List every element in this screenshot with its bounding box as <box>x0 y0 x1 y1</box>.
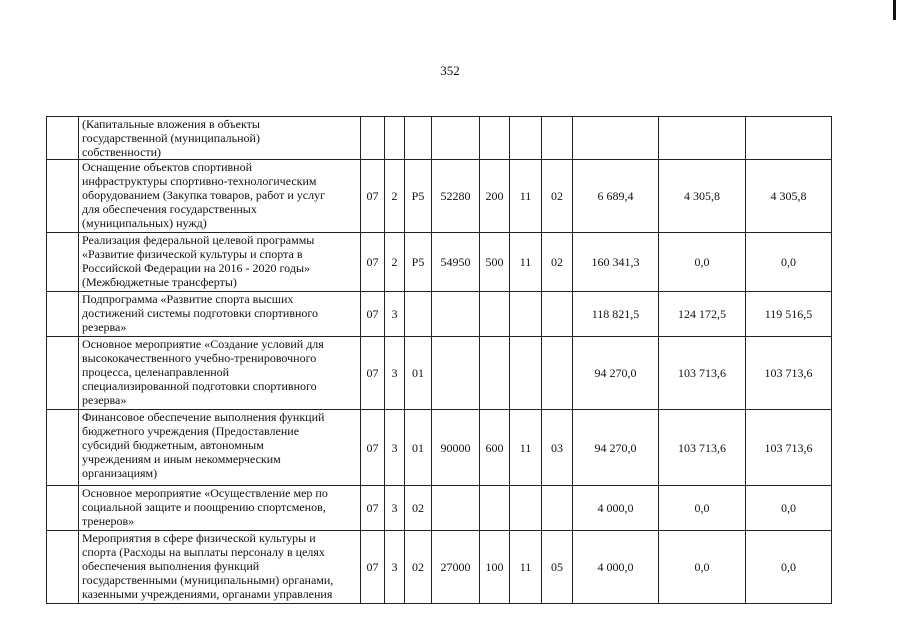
sum-year-2-cell <box>659 117 746 160</box>
row-name-line: Основное мероприятие «Создание условий для <box>82 337 324 351</box>
csr-program-cell: 01 <box>405 337 432 410</box>
grbs-sub-cell: 05 <box>542 531 573 604</box>
csr-program-cell <box>405 292 432 337</box>
row-name-line: обеспечения выполнения функций <box>82 559 260 573</box>
row-number-cell <box>47 117 79 160</box>
vr-cell: 600 <box>480 410 510 486</box>
row-number-cell <box>47 233 79 292</box>
row-name-line: учреждениям и иным некоммерческим <box>82 452 281 466</box>
rz-cell: 07 <box>361 292 385 337</box>
grbs-cell: 11 <box>510 410 542 486</box>
rz-cell: 07 <box>361 531 385 604</box>
grbs-cell <box>510 486 542 531</box>
row-name-line: бюджетного учреждения (Предоставление <box>82 424 300 438</box>
sum-year-1-cell: 94 270,0 <box>573 337 659 410</box>
rz-cell <box>361 117 385 160</box>
budget-table-body <box>47 117 832 604</box>
grbs-sub-cell: 03 <box>542 410 573 486</box>
grbs-sub-cell: 02 <box>542 160 573 233</box>
row-name-line: резерва» <box>82 393 127 407</box>
sum-year-2-cell: 4 305,8 <box>659 160 746 233</box>
row-name-cell <box>79 160 361 233</box>
csr-program-cell: 02 <box>405 531 432 604</box>
row-name-line: процесса, целенаправленной <box>82 365 230 379</box>
grbs-cell: 11 <box>510 160 542 233</box>
sum-year-1-cell: 94 270,0 <box>573 410 659 486</box>
csr-direction-cell <box>432 337 480 410</box>
csr-program-cell: P5 <box>405 233 432 292</box>
row-name-line: Финансовое обеспечение выполнения функций <box>82 410 325 424</box>
row-name-cell <box>79 233 361 292</box>
table-row <box>47 160 832 233</box>
row-name-cell <box>79 292 361 337</box>
sum-year-2-cell: 124 172,5 <box>659 292 746 337</box>
sum-year-1-cell <box>573 117 659 160</box>
row-name-cell <box>79 531 361 604</box>
sum-year-2-cell: 0,0 <box>659 233 746 292</box>
vr-cell <box>480 337 510 410</box>
page-number: 352 <box>440 63 460 78</box>
table-row <box>47 292 832 337</box>
pr-cell: 3 <box>385 337 405 410</box>
page-edge-mark <box>893 0 896 20</box>
csr-direction-cell <box>432 117 480 160</box>
grbs-cell: 11 <box>510 233 542 292</box>
csr-program-cell: 01 <box>405 410 432 486</box>
sum-year-1-cell: 6 689,4 <box>573 160 659 233</box>
sum-year-3-cell: 103 713,6 <box>746 337 832 410</box>
sum-year-1-cell: 160 341,3 <box>573 233 659 292</box>
csr-direction-cell: 27000 <box>432 531 480 604</box>
sum-year-3-cell <box>746 117 832 160</box>
pr-cell: 2 <box>385 233 405 292</box>
row-name-line: Оснащение объектов спортивной <box>82 160 253 174</box>
row-name-line: организациям) <box>82 466 158 480</box>
csr-direction-cell: 52280 <box>432 160 480 233</box>
csr-direction-cell: 54950 <box>432 233 480 292</box>
row-name-line: социальной защите и поощрению спортсменов, <box>82 500 326 514</box>
row-name-line: достижений системы подготовки спортивного <box>82 306 319 320</box>
row-name-line: Основное мероприятие «Осуществление мер по <box>82 486 328 500</box>
vr-cell: 200 <box>480 160 510 233</box>
vr-cell: 500 <box>480 233 510 292</box>
sum-year-3-cell: 0,0 <box>746 233 832 292</box>
csr-direction-cell <box>432 292 480 337</box>
row-name-line: резерва» <box>82 320 127 334</box>
table-row <box>47 337 832 410</box>
grbs-sub-cell <box>542 117 573 160</box>
grbs-sub-cell: 02 <box>542 233 573 292</box>
grbs-cell <box>510 292 542 337</box>
grbs-cell <box>510 337 542 410</box>
row-name-line: Российской Федерации на 2016 - 2020 годы» <box>82 261 310 275</box>
rz-cell: 07 <box>361 337 385 410</box>
row-name-line: (Капитальные вложения в объекты <box>82 117 260 131</box>
row-number-cell <box>47 160 79 233</box>
sum-year-2-cell: 103 713,6 <box>659 337 746 410</box>
row-name-line: «Развитие физической культуры и спорта в <box>82 247 303 261</box>
row-name-cell <box>79 117 361 160</box>
pr-cell: 3 <box>385 292 405 337</box>
vr-cell <box>480 117 510 160</box>
row-name-cell <box>79 486 361 531</box>
table-row <box>47 486 832 531</box>
sum-year-3-cell: 4 305,8 <box>746 160 832 233</box>
row-name-line: (муниципальных) нужд) <box>82 216 207 230</box>
row-name-line: инфраструктуры спортивно-технологическим <box>82 174 317 188</box>
vr-cell <box>480 486 510 531</box>
vr-cell <box>480 292 510 337</box>
sum-year-3-cell: 103 713,6 <box>746 410 832 486</box>
pr-cell: 2 <box>385 160 405 233</box>
row-name-line: казенными учреждениями, органами управления <box>82 587 333 601</box>
pr-cell: 3 <box>385 486 405 531</box>
grbs-sub-cell <box>542 292 573 337</box>
row-name-line: высококачественного учебно-тренировочного <box>82 351 317 365</box>
row-name-cell <box>79 337 361 410</box>
grbs-cell: 11 <box>510 531 542 604</box>
row-name-line: (Межбюджетные трансферты) <box>82 275 237 289</box>
grbs-sub-cell <box>542 486 573 531</box>
sum-year-3-cell: 119 516,5 <box>746 292 832 337</box>
rz-cell: 07 <box>361 160 385 233</box>
row-name-line: субсидий бюджетным, автономным <box>82 438 264 452</box>
grbs-cell <box>510 117 542 160</box>
row-name-line: государственными (муниципальными) органами, <box>82 573 334 587</box>
row-number-cell <box>47 292 79 337</box>
sum-year-3-cell: 0,0 <box>746 531 832 604</box>
row-name-line: спорта (Расходы на выплаты персоналу в целях <box>82 545 325 559</box>
sum-year-1-cell: 118 821,5 <box>573 292 659 337</box>
csr-direction-cell: 90000 <box>432 410 480 486</box>
pr-cell: 3 <box>385 410 405 486</box>
budget-table <box>46 116 832 604</box>
row-number-cell <box>47 410 79 486</box>
pr-cell <box>385 117 405 160</box>
row-name-line: Мероприятия в сфере физической культуры и <box>82 531 316 545</box>
sum-year-2-cell: 0,0 <box>659 531 746 604</box>
row-name-line: Подпрограмма «Развитие спорта высших <box>82 292 294 306</box>
sum-year-1-cell: 4 000,0 <box>573 531 659 604</box>
sum-year-3-cell: 0,0 <box>746 486 832 531</box>
row-name-line: собственности) <box>82 145 162 159</box>
table-row <box>47 531 832 604</box>
rz-cell: 07 <box>361 486 385 531</box>
row-number-cell <box>47 486 79 531</box>
row-number-cell <box>47 531 79 604</box>
grbs-sub-cell <box>542 337 573 410</box>
row-name-cell <box>79 410 361 486</box>
sum-year-1-cell: 4 000,0 <box>573 486 659 531</box>
rz-cell: 07 <box>361 410 385 486</box>
csr-direction-cell <box>432 486 480 531</box>
csr-program-cell <box>405 117 432 160</box>
sum-year-2-cell: 0,0 <box>659 486 746 531</box>
row-name-line: для обеспечения государственных <box>82 202 257 216</box>
table-row <box>47 410 832 486</box>
csr-program-cell: P5 <box>405 160 432 233</box>
row-name-line: государственной (муниципальной) <box>82 131 260 145</box>
csr-program-cell: 02 <box>405 486 432 531</box>
table-row <box>47 117 832 160</box>
row-name-line: специализированной подготовки спортивного <box>82 379 317 393</box>
row-name-line: оборудованием (Закупка товаров, работ и услуг <box>82 188 326 202</box>
row-name-line: Реализация федеральной целевой программы <box>82 233 315 247</box>
rz-cell: 07 <box>361 233 385 292</box>
table-row <box>47 233 832 292</box>
sum-year-2-cell: 103 713,6 <box>659 410 746 486</box>
vr-cell: 100 <box>480 531 510 604</box>
pr-cell: 3 <box>385 531 405 604</box>
row-number-cell <box>47 337 79 410</box>
row-name-line: тренеров» <box>82 514 135 528</box>
